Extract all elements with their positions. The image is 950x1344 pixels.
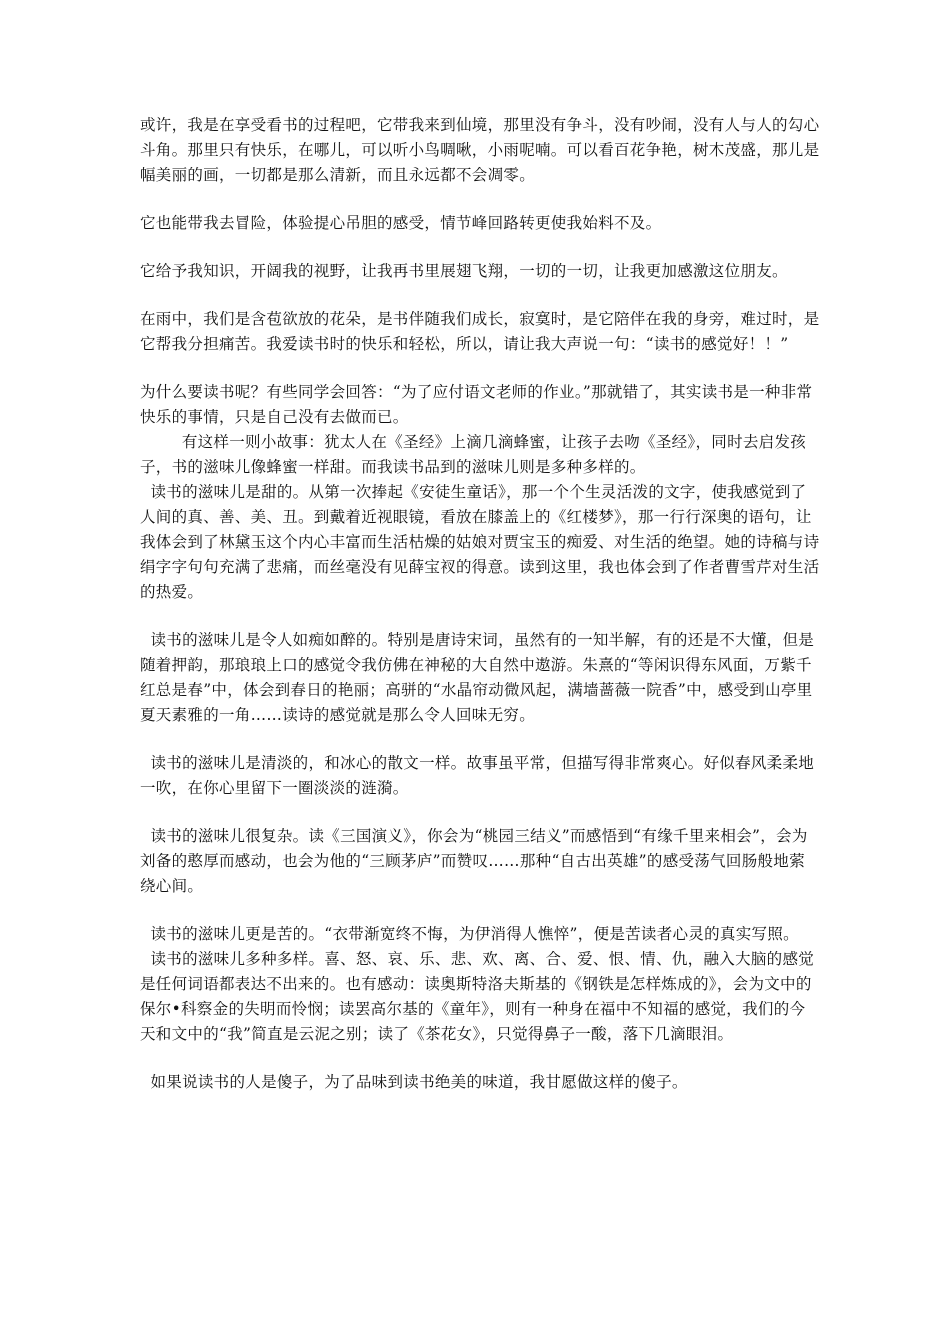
paragraph-gap: [140, 605, 820, 628]
paragraph-adventure: 它也能带我去冒险，体验提心吊胆的感受，情节峰回路转更使我始料不及。: [140, 214, 662, 232]
paragraph-gap: [140, 236, 820, 259]
paragraph-bitter: 读书的滋味儿更是苦的。“衣带渐宽终不悔，为伊消得人憔悴”，便是苦读者心灵的真实写照。: [140, 925, 799, 943]
paragraph-gap: [140, 728, 820, 751]
paragraph-knowledge: 它给予我知识，开阔我的视野，让我再书里展翅飞翔，一切的一切，让我更加感激这位朋友。: [140, 262, 788, 280]
paragraph-gap: [140, 188, 820, 211]
paragraph-conclusion: 如果说读书的人是傻子，为了品味到读书绝美的味道，我甘愿做这样的傻子。: [140, 1073, 688, 1091]
paragraph-gap: [140, 801, 820, 824]
paragraph-various: 读书的滋味儿多种多样。喜、怒、哀、乐、悲、欢、离、合、爱、恨、情、仇，融入大脑的感觉是任何词语都表达不出来的。也有感动：读奥斯特洛夫斯基的《钢铁是怎样炼成的》，会为文中的保尔•科察金的失明而怜悯；读罢高尔基的《童年》，则有一种身在福中不知福的感觉，我们的今天和文中的“我”简直是云泥之别；读了《茶花女》，只觉得鼻子一酸，落下几滴眼泪。: [140, 950, 815, 1043]
paragraph-in-the-rain: 在雨中，我们是含苞欲放的花朵，是书伴随我们成长，寂寞时，是它陪伴在我的身旁，难过时，是它帮我分担痛苦。我爱读书时的快乐和轻松，所以，请让我大声说一句：“读书的感觉好！！”: [140, 310, 820, 353]
paragraph-why-read: 为什么要读书呢？有些同学会回答：“为了应付语文老师的作业。”那就错了，其实读书是一种非常快乐的事情，只是自己没有去做而已。: [140, 383, 813, 426]
paragraph-intoxicating: 读书的滋味儿是令人如痴如醉的。特别是唐诗宋词，虽然有的一知半解，有的还是不大懂，但是随着押韵，那琅琅上口的感觉令我仿佛在神秘的大自然中遨游。朱熹的“等闲识得东风面，万紫千红总是春”中，体会到春日的艳丽；高骈的“水晶帘动微风起，满墙蔷薇一院香”中，感受到山亭里夏天素雅的一角……读诗的感觉就是那么令人回味无穷。: [140, 631, 815, 724]
paragraph-honey-story: 有这样一则小故事：犹太人在《圣经》上滴几滴蜂蜜，让孩子去吻《圣经》，同时去启发孩子，书的滋味儿像蜂蜜一样甜。而我读书品到的滋味儿则是多种多样的。: [140, 433, 807, 476]
paragraph-complex: 读书的滋味儿很复杂。读《三国演义》，你会为“桃园三结义”而感悟到“有缘千里来相会”，会为刘备的憨厚而感动，也会为他的“三顾茅庐”而赞叹……那种“自古出英雄”的感受荡气回肠般地萦绕心间。: [140, 827, 808, 895]
paragraph-gap: [140, 284, 820, 307]
paragraph-gap: [140, 899, 820, 922]
paragraph-gap: [140, 1047, 820, 1070]
document-body: [140, 113, 820, 1095]
paragraph-gap: [140, 357, 820, 380]
paragraph-plain: 读书的滋味儿是清淡的，和冰心的散文一样。故事虽平常，但描写得非常爽心。好似春风柔柔地一吹，在你心里留下一圈淡淡的涟漪。: [140, 754, 815, 797]
paragraph-sweet: 读书的滋味儿是甜的。从第一次捧起《安徒生童话》，那一个个生灵活泼的文字，使我感觉到了人间的真、善、美、丑。到戴着近视眼镜，看放在膝盖上的《红楼梦》，那一行行深奥的语句，让我体会到了林黛玉这个内心丰富而生活枯燥的姑娘对贾宝玉的痴爱、对生活的绝望。她的诗稿与诗绢字字句句充满了悲痛，而丝毫没有见薛宝衩的得意。读到这里，我也体会到了作者曹雪芹对生活的热爱。: [140, 483, 820, 601]
paragraph-fairyland: 或许，我是在享受看书的过程吧，它带我来到仙境，那里没有争斗，没有吵闹，没有人与人的勾心斗角。那里只有快乐，在哪儿，可以听小鸟啁啾，小雨呢喃。可以看百花争艳，树木茂盛，那儿是幅美丽的画，一切都是那么清新，而且永远都不会凋零。: [140, 116, 820, 184]
